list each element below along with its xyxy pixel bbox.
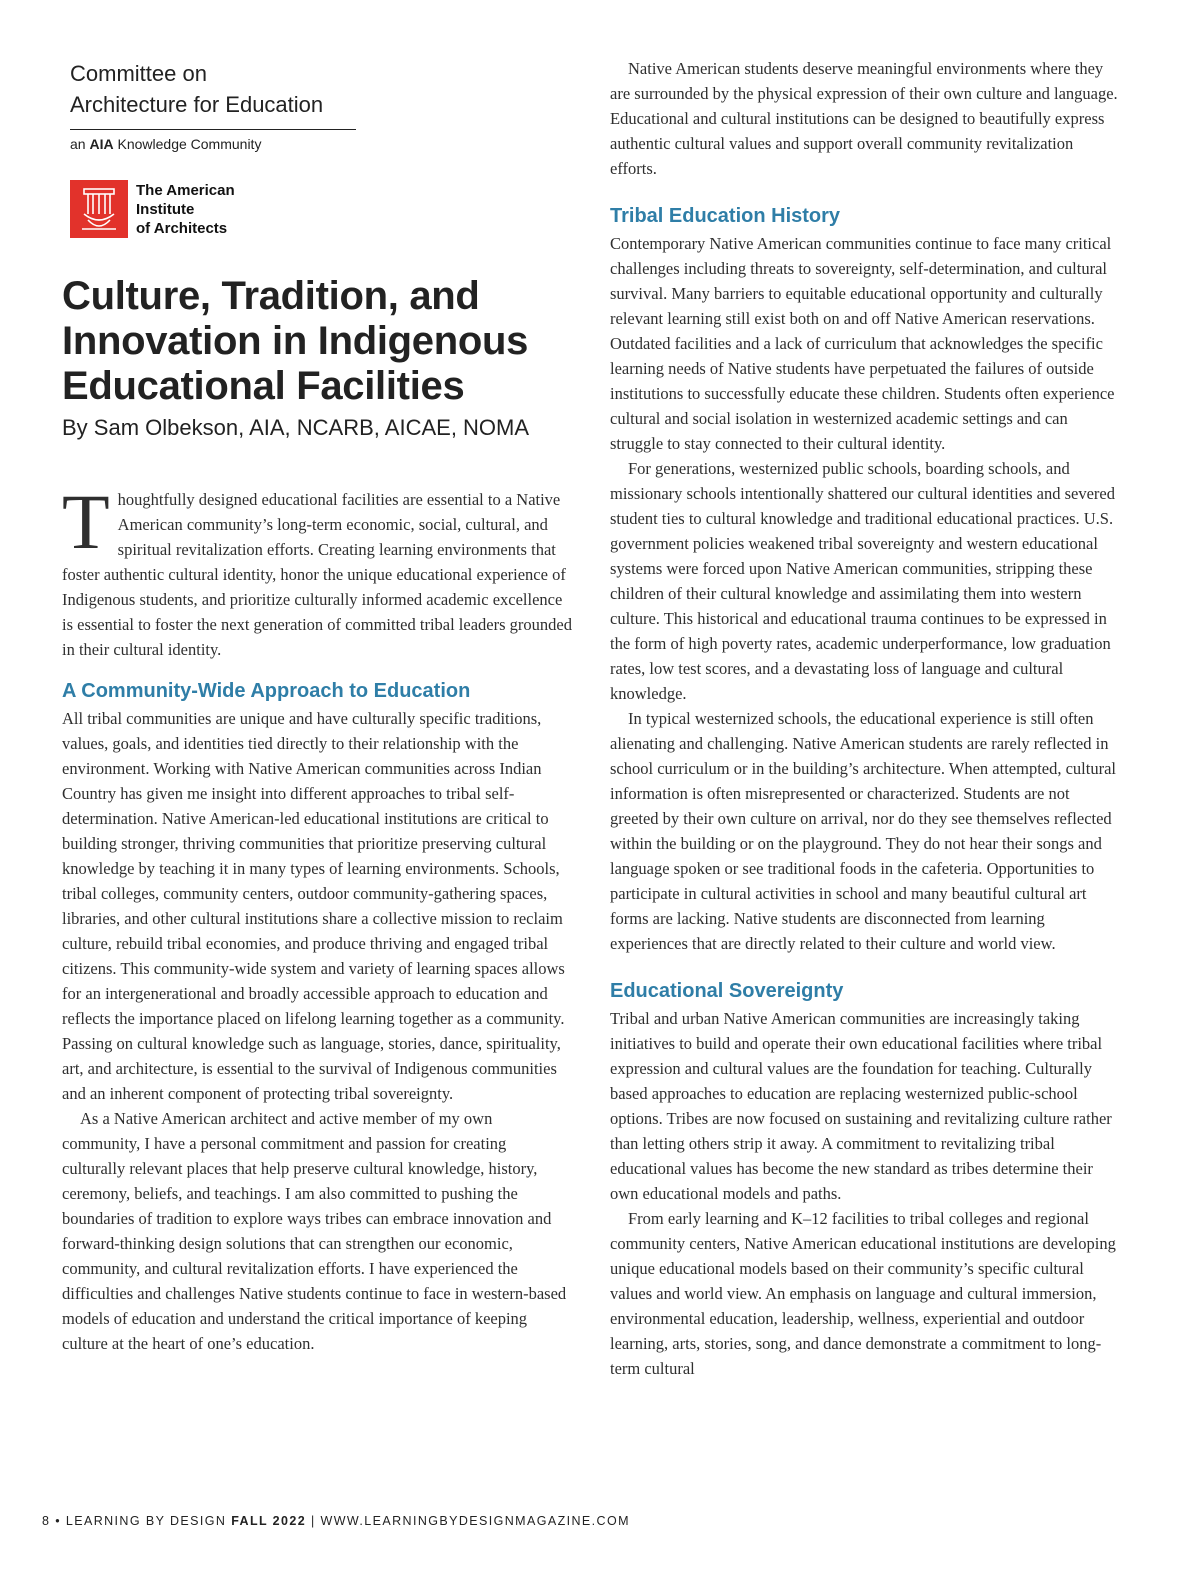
community-section (62, 706, 572, 1356)
title-line-2: Innovation in Indigenous (62, 319, 529, 363)
sovereignty-section (610, 1006, 1122, 1381)
article-title (62, 274, 572, 409)
right-column (610, 56, 1122, 1381)
aia-logo-line-2: Institute (136, 200, 195, 218)
history-paragraph-2: For generations, westernized public schools, boarding schools, and missionary schools intentionally shattered our cultural identities and severed student ties to cultural knowledge and traditional educational practices. U.S. government policies weakened tribal sovereignty and western educational systems were forced upon Native American communities, stripping these children of their cultural knowledge and assimilating them into western culture. This historical and educational trauma continues to be expressed in the form of high poverty rates, academic underperformance, low graduation rates, low test scores, and a devastating loss of language and cultural knowledge. (610, 459, 1115, 703)
knowledge-community-tagline (70, 136, 572, 152)
byline: By Sam Olbekson, AIA, NCARB, AICAE, NOMA (62, 415, 530, 440)
committee-heading (70, 58, 356, 120)
kc-aia: AIA (89, 136, 114, 152)
footer-issue: FALL 2022 (231, 1514, 307, 1528)
page-footer (42, 1514, 630, 1528)
aia-logo (70, 180, 572, 238)
opening-paragraph: Native American students deserve meaningful environments where they are surrounded by the physical expression of their own culture and language. Educational and cultural institutions can be designed to beautifully express authentic cultural values and support overall community revitalization efforts. (610, 59, 1118, 178)
aia-column-icon (70, 180, 128, 238)
title-line-3: Educational Facilities (62, 364, 465, 408)
committee-line-1: Committee on (70, 61, 207, 86)
sovereignty-paragraph-2: From early learning and K–12 facilities to tribal colleges and regional community centers, Native American educational institutions are developing unique educational models based on their community’s specific cultural values and world view. An emphasis on language and cultural immersion, environmental education, leadership, wellness, experiential and outdoor learning, arts, stories, song, and dance demonstrate a commitment to long-term cultural (610, 1209, 1116, 1378)
opening-section (610, 56, 1122, 181)
aia-logo-text (136, 181, 235, 238)
history-section (610, 231, 1122, 956)
intro-text: houghtfully designed educational facilities are essential to a Native American community’s long-term economic, social, cultural, and spiritual revitalization efforts. Creating learning environments that foster authentic cultural identity, honor the unique educational experience of Indigenous students, and prioritize culturally informed academic excellence is essential to foster the next generation of committed tribal leaders grounded in their cultural identity. (62, 490, 572, 659)
aia-logo-line-1: The American (136, 181, 235, 199)
intro-paragraph (62, 478, 572, 662)
footer-url-link[interactable]: WWW.LEARNINGBYDESIGNMAGAZINE.COM (320, 1514, 630, 1528)
heading-community-approach: A Community-Wide Approach to Education (62, 680, 471, 702)
left-column (62, 58, 572, 1356)
heading-tribal-education-history: Tribal Education History (610, 205, 841, 227)
kc-prefix: an (70, 136, 86, 152)
committee-divider (70, 129, 356, 130)
heading-educational-sovereignty: Educational Sovereignty (610, 980, 844, 1002)
footer-separator: | (310, 1514, 316, 1528)
aia-logo-line-3: of Architects (136, 219, 228, 237)
footer-page-and-magazine: 8 • LEARNING BY DESIGN (42, 1514, 227, 1528)
committee-line-2: Architecture for Education (70, 92, 324, 117)
history-paragraph-3: In typical westernized schools, the educational experience is still often alienating and challenging. Native American students are rarely reflected in school curriculum or in the building’s architecture. When attempted, cultural information is often misrepresented or characterized. Students are not greeted by their own culture on arrival, nor do they see themselves reflected within the building or on the playground. They do not hear their songs and language spoken or see traditional foods in the cafeteria. Opportunities to participate in cultural activities in school and many beautiful cultural art forms are lacking. Native students are disconnected from learning experiences that are directly related to their culture and world view. (610, 709, 1116, 953)
title-line-1: Culture, Tradition, and (62, 274, 480, 318)
kc-suffix: Knowledge Community (117, 136, 262, 152)
history-paragraph-1: Contemporary Native American communities continue to face many critical challenges including threats to sovereignty, self-determination, and cultural survival. Many barriers to equitable educational opportunity and culturally relevant learning still exist both on and off Native American reservations. Outdated facilities and a lack of curriculum that acknowledges the specific learning needs of Native students have perpetuated the failures of outside institutions to successfully educate these children. Students often experience cultural and social isolation in westernized academic settings and can struggle to stay connected to their cultural identity. (610, 234, 1115, 453)
drop-cap: T (62, 478, 110, 565)
community-paragraph-1: All tribal communities are unique and have culturally specific traditions, values, goals, and identities tied directly to their relationship with the environment. Working with Native American communities across Indian Country has given me insight into different approaches to tribal self-determination. Native American-led educational institutions are critical to building stronger, thriving communities that prioritize preserving cultural knowledge by teaching it in many types of learning environments. Schools, tribal colleges, community centers, outdoor community-gathering spaces, libraries, and other cultural institutions share a collective mission to reclaim culture, rebuild tribal economies, and produce thriving and engaged tribal citizens. This community-wide system and variety of learning spaces allows for an intergenerational and broadly accessible approach to education and reflects the importance placed on lifelong learning together as a community. Passing on cultural knowledge such as language, stories, dance, spirituality, art, and architecture, is essential to the survival of Indigenous communities and an inherent component of protecting tribal sovereignty. (62, 709, 565, 1103)
community-paragraph-2: As a Native American architect and active member of my own community, I have a personal commitment and passion for creating culturally relevant places that help preserve cultural knowledge, history, ceremony, beliefs, and teachings. I am also committed to pushing the boundaries of tradition to explore ways tribes can embrace innovation and forward-thinking design solutions that can strengthen our economic, community, and cultural revitalization efforts. I have experienced the difficulties and challenges Native students continue to face in western-based models of education and understand the critical importance of keeping culture at the heart of one’s education. (62, 1109, 567, 1353)
sovereignty-paragraph-1: Tribal and urban Native American communities are increasingly taking initiatives to build and operate their own educational facilities where tribal expression and cultural values are the foundation for teaching. Culturally based approaches to education are replacing westernized public-school options. Tribes are now focused on sustaining and revitalizing culture rather than letting others strip it away. A commitment to revitalizing tribal educational values has become the new standard as tribes determine their own educational models and paths. (610, 1009, 1112, 1203)
